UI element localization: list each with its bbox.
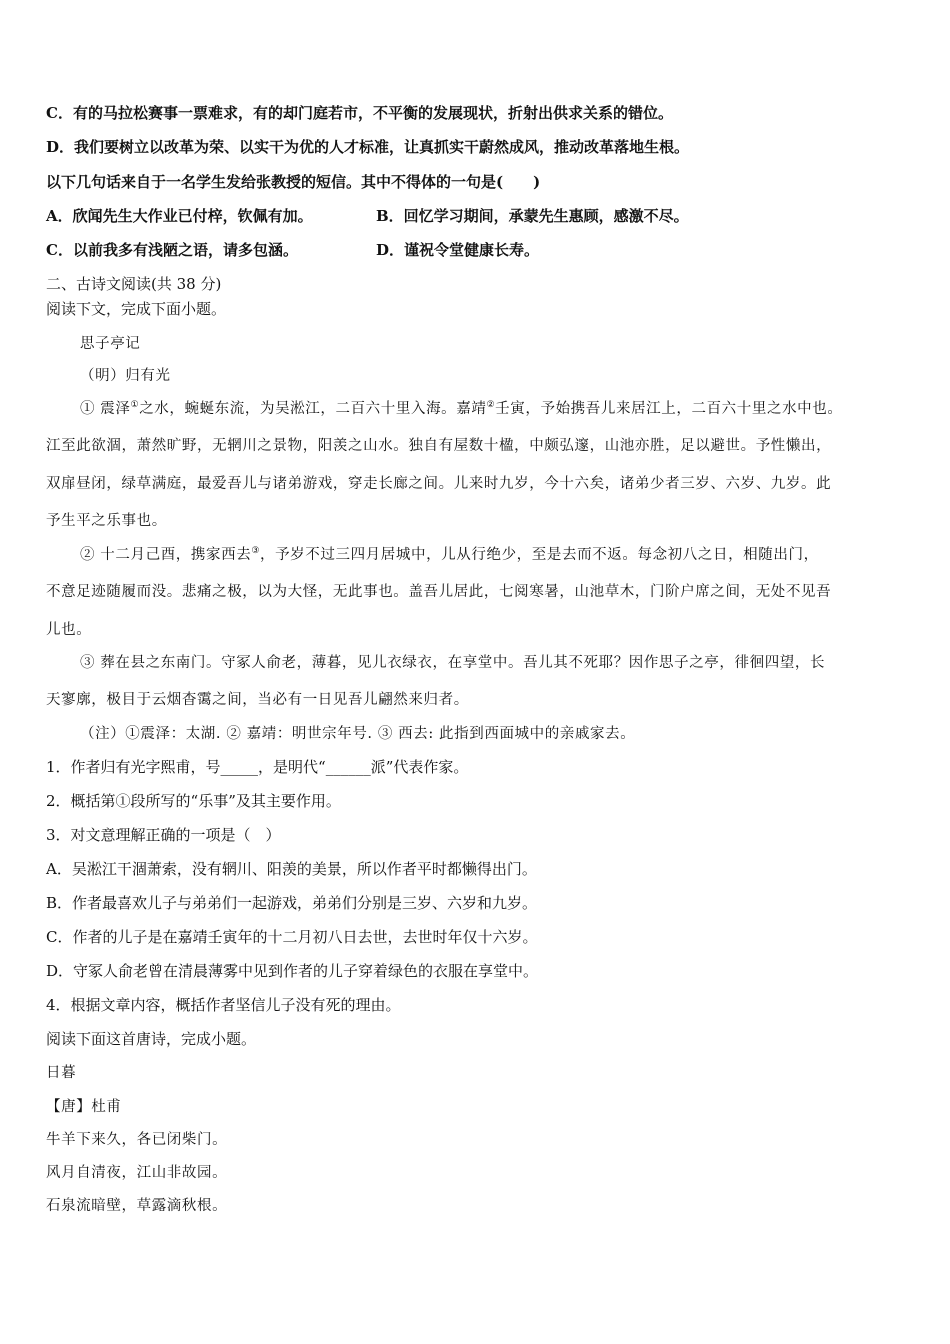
question-2: 2．概括第①段所写的“乐事”及其主要作用。: [46, 792, 341, 810]
paragraph-2-line-2: 不意足迹随履而没。悲痛之极，以为大怪，无此事也。盖吾儿居此，七阅寒暑，山池草木，门阶户席之间，无处不见吾: [46, 584, 832, 600]
p2-seg-b: ，予岁不过三四月居城中，儿从行绝少，至是去而不返。每念初八之日，相随出门，: [259, 547, 819, 563]
section-heading: 二、古诗文阅读(共 38 分): [46, 275, 222, 293]
paragraph-1-line-3: 双扉昼闭，绿草满庭，最爱吾儿与诸弟游戏，穿走长廊之间。儿来时九岁，今十六矣，诸弟少者三岁、六岁、九岁。此: [46, 476, 832, 492]
question-3-option-c: C．作者的儿子是在嘉靖壬寅年的十二月初八日去世，去世时年仅十六岁。: [46, 928, 538, 946]
poem-instruction: 阅读下面这首唐诗，完成小题。: [46, 1030, 257, 1048]
paragraph-2-line-1: [80, 545, 819, 565]
paragraph-3-line-2: 天寥廓，极目于云烟杳霭之间，当必有一日见吾儿翩然来归者。: [46, 692, 469, 708]
footnote-marker-3: ③: [251, 546, 260, 557]
footnote-marker-2: ②: [486, 400, 496, 411]
paragraph-3-line-1: ③ 葬在县之东南门。守冢人俞老，薄暮，见儿衣绿衣，在享堂中。吾儿其不死耶？因作思子之亭，徘徊四望，长: [80, 655, 826, 671]
question-4: 4．根据文章内容，概括作者坚信儿子没有死的理由。: [46, 996, 401, 1014]
question-appropriateness: 以下几句话来自于一名学生发给张教授的短信。其中不得体的一句是( ): [46, 173, 541, 191]
footnotes: （注）①震泽：太湖. ② 嘉靖：明世宗年号. ③ 西去: 此指到西面城中的亲戚家去。: [80, 726, 636, 742]
poem-line-3: 石泉流暗壁，草露滴秋根。: [46, 1198, 228, 1214]
question-1: 1．作者归有光字熙甫，号_____，是明代“______派”代表作家。: [46, 758, 469, 776]
p1-seg-b: 之水，蜿蜒东流，为吴淞江，二百六十里入海。嘉靖: [139, 401, 487, 417]
paragraph-1-line-2: 江至此欲涸，萧然旷野，无辋川之景物，阳羡之山水。独自有屋数十楹，中颇弘邃，山池亦胜，足以避世。予性懒出，: [46, 438, 832, 454]
poem-line-1: 牛羊下来久，各已闭柴门。: [46, 1132, 228, 1148]
question-3-option-d: D．守冢人俞老曾在清晨薄雾中见到作者的儿子穿着绿色的衣服在享堂中。: [46, 962, 539, 980]
paragraph-1-line-1: [80, 399, 842, 419]
paragraph-1-line-4: 予生平之乐事也。: [46, 513, 167, 529]
q-option-a: A．欣闻先生大作业已付梓，钦佩有加。: [46, 207, 313, 225]
p1-seg-c: 壬寅，予始携吾儿来居江上，二百六十里之水中也。: [495, 401, 843, 417]
q-option-c: C．以前我多有浅陋之语，请多包涵。: [46, 241, 298, 259]
footnote-marker-1: ①: [130, 400, 140, 411]
paragraph-2-line-3: 儿也。: [46, 622, 92, 638]
reading-instruction: 阅读下文，完成下面小题。: [46, 300, 227, 318]
option-d: D．我们要树立以改革为荣、以实干为优的人才标准，让真抓实干蔚然成风，推动改革落地生根。: [46, 138, 690, 156]
p1-seg-a: ① 震泽: [80, 401, 131, 417]
poem-title: 日暮: [46, 1065, 77, 1081]
question-3-option-a: A．吴淞江干涸萧索，没有辋川、阳羡的美景，所以作者平时都懒得出门。: [46, 860, 537, 878]
p2-seg-a: ② 十二月己酉，携家西去: [80, 547, 252, 563]
question-3-option-b: B．作者最喜欢儿子与弟弟们一起游戏，弟弟们分别是三岁、六岁和九岁。: [46, 894, 538, 912]
question-3: 3．对文意理解正确的一项是（ ）: [46, 826, 281, 844]
poem-author: 【唐】杜甫: [46, 1099, 122, 1115]
q-option-d: D．谨祝令堂健康长寿。: [376, 241, 540, 259]
poem-line-2: 风月自清夜，江山非故园。: [46, 1165, 228, 1181]
passage-author: （明）归有光: [80, 368, 171, 384]
option-c: C．有的马拉松赛事一票难求，有的却门庭若市，不平衡的发展现状，折射出供求关系的错位。: [46, 104, 673, 122]
q-option-b: B．回忆学习期间，承蒙先生惠顾，感激不尽。: [376, 207, 689, 225]
passage-title: 思子亭记: [80, 336, 141, 352]
